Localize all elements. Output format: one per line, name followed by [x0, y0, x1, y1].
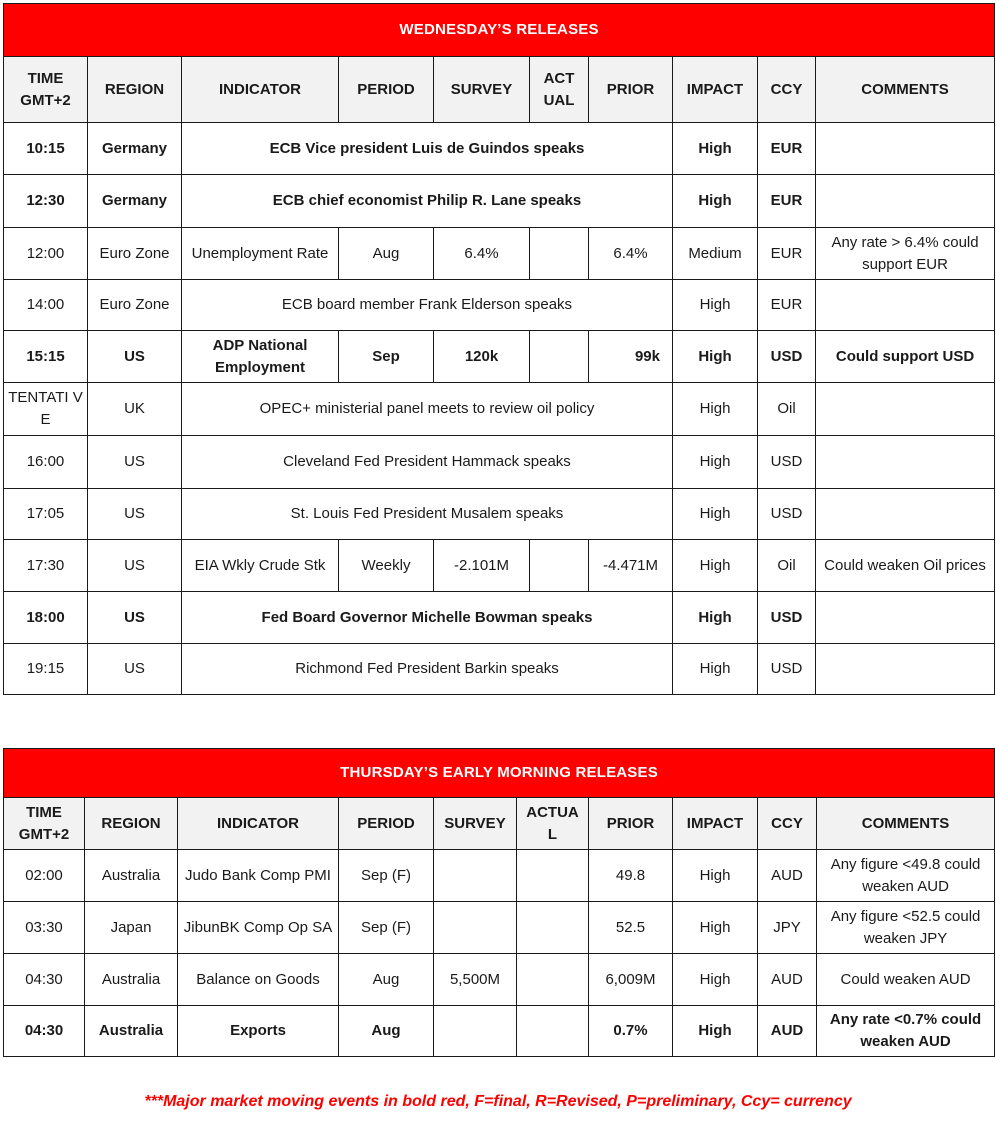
cell-prior: 52.5: [589, 902, 673, 954]
header-time: TIME GMT+2: [4, 798, 85, 850]
cell-event: Richmond Fed President Barkin speaks: [182, 644, 673, 695]
cell-time: 12:30: [4, 175, 88, 228]
cell-time: 03:30: [4, 902, 85, 954]
cell-comments: Any figure <52.5 could weaken JPY: [817, 902, 995, 954]
cell-period: Sep (F): [339, 902, 434, 954]
table-row: [4, 592, 995, 644]
cell-ccy: EUR: [758, 123, 816, 175]
cell-indicator: Judo Bank Comp PMI: [178, 850, 339, 902]
cell-event: Fed Board Governor Michelle Bowman speaks: [182, 592, 673, 644]
cell-event: Cleveland Fed President Hammack speaks: [182, 436, 673, 489]
cell-region: Euro Zone: [88, 228, 182, 280]
cell-period: Aug: [339, 1006, 434, 1057]
header-actual: ACT UAL: [530, 57, 589, 123]
cell-ccy: Oil: [758, 383, 816, 436]
header-ccy: CCY: [758, 57, 816, 123]
table-row: [4, 123, 995, 175]
table-row: [4, 175, 995, 228]
cell-region: UK: [88, 383, 182, 436]
cell-comments: [816, 489, 995, 540]
cell-survey: [434, 902, 517, 954]
table-row: [4, 383, 995, 436]
cell-actual: [530, 540, 589, 592]
cell-actual: [530, 228, 589, 280]
cell-period: Aug: [339, 954, 434, 1006]
cell-comments: Could support USD: [816, 331, 995, 383]
cell-time: 04:30: [4, 1006, 85, 1057]
cell-time: 04:30: [4, 954, 85, 1006]
header-region: REGION: [88, 57, 182, 123]
header-indicator: INDICATOR: [182, 57, 339, 123]
cell-region: US: [88, 592, 182, 644]
cell-time: 19:15: [4, 644, 88, 695]
header-comments: COMMENTS: [817, 798, 995, 850]
cell-time: 02:00: [4, 850, 85, 902]
table-row: [4, 489, 995, 540]
cell-ccy: EUR: [758, 280, 816, 331]
cell-time: 16:00: [4, 436, 88, 489]
cell-impact: Medium: [673, 228, 758, 280]
cell-ccy: EUR: [758, 175, 816, 228]
cell-region: US: [88, 436, 182, 489]
cell-time: 18:00: [4, 592, 88, 644]
cell-region: US: [88, 540, 182, 592]
table-row: [4, 850, 995, 902]
cell-comments: [816, 383, 995, 436]
cell-ccy: USD: [758, 592, 816, 644]
table-row: [4, 331, 995, 383]
cell-event: ECB chief economist Philip R. Lane speaks: [182, 175, 673, 228]
cell-ccy: USD: [758, 436, 816, 489]
thursday-releases-table: [3, 748, 995, 1057]
cell-impact: High: [673, 331, 758, 383]
cell-impact: High: [673, 1006, 758, 1057]
cell-actual: [517, 902, 589, 954]
cell-impact: High: [673, 175, 758, 228]
cell-actual: [517, 850, 589, 902]
cell-prior: 49.8: [589, 850, 673, 902]
header-actual: ACTUA L: [517, 798, 589, 850]
cell-time: 12:00: [4, 228, 88, 280]
cell-ccy: EUR: [758, 228, 816, 280]
footnote: ***Major market moving events in bold red, F=final, R=Revised, P=preliminary, Ccy= currency: [144, 1093, 852, 1110]
cell-impact: High: [673, 540, 758, 592]
cell-actual: [517, 954, 589, 1006]
cell-prior: 6,009M: [589, 954, 673, 1006]
cell-comments: [816, 436, 995, 489]
cell-comments: Any figure <49.8 could weaken AUD: [817, 850, 995, 902]
cell-impact: High: [673, 123, 758, 175]
cell-prior: -4.471M: [589, 540, 673, 592]
table-row: [4, 954, 995, 1006]
cell-impact: High: [673, 954, 758, 1006]
cell-comments: [816, 592, 995, 644]
cell-survey: [434, 1006, 517, 1057]
table-row: [4, 902, 995, 954]
header-impact: IMPACT: [673, 57, 758, 123]
cell-comments: [816, 175, 995, 228]
cell-time: 17:05: [4, 489, 88, 540]
cell-region: US: [88, 331, 182, 383]
cell-impact: High: [673, 436, 758, 489]
thursday-title: THURSDAY’S EARLY MORNING RELEASES: [4, 749, 995, 798]
cell-comments: Any rate <0.7% could weaken AUD: [817, 1006, 995, 1057]
cell-region: Australia: [85, 954, 178, 1006]
header-comments: COMMENTS: [816, 57, 995, 123]
cell-comments: Could weaken Oil prices: [816, 540, 995, 592]
header-indicator: INDICATOR: [178, 798, 339, 850]
cell-comments: [816, 644, 995, 695]
table-row: [4, 436, 995, 489]
cell-ccy: USD: [758, 489, 816, 540]
cell-comments: Any rate > 6.4% could support EUR: [816, 228, 995, 280]
header-prior: PRIOR: [589, 57, 673, 123]
cell-comments: [816, 123, 995, 175]
cell-comments: [816, 280, 995, 331]
cell-region: US: [88, 489, 182, 540]
cell-indicator: JibunBK Comp Op SA: [178, 902, 339, 954]
cell-time: TENTATI VE: [4, 383, 88, 436]
cell-period: Weekly: [339, 540, 434, 592]
cell-ccy: AUD: [758, 850, 817, 902]
table-row: [4, 280, 995, 331]
header-period: PERIOD: [339, 798, 434, 850]
cell-survey: -2.101M: [434, 540, 530, 592]
cell-indicator: Exports: [178, 1006, 339, 1057]
cell-ccy: AUD: [758, 954, 817, 1006]
cell-impact: High: [673, 592, 758, 644]
cell-region: Australia: [85, 1006, 178, 1057]
cell-time: 14:00: [4, 280, 88, 331]
header-survey: SURVEY: [434, 57, 530, 123]
cell-region: Japan: [85, 902, 178, 954]
header-region: REGION: [85, 798, 178, 850]
header-period: PERIOD: [339, 57, 434, 123]
cell-prior: 0.7%: [589, 1006, 673, 1057]
cell-event: OPEC+ ministerial panel meets to review oil policy: [182, 383, 673, 436]
cell-event: ECB board member Frank Elderson speaks: [182, 280, 673, 331]
cell-impact: High: [673, 383, 758, 436]
wednesday-title: WEDNESDAY’S RELEASES: [4, 4, 995, 57]
table-row: [4, 540, 995, 592]
header-time: TIME GMT+2: [4, 57, 88, 123]
cell-survey: [434, 850, 517, 902]
cell-region: US: [88, 644, 182, 695]
cell-ccy: AUD: [758, 1006, 817, 1057]
cell-prior: 99k: [589, 331, 673, 383]
header-prior: PRIOR: [589, 798, 673, 850]
cell-actual: [530, 331, 589, 383]
cell-region: Euro Zone: [88, 280, 182, 331]
cell-impact: High: [673, 280, 758, 331]
cell-comments: Could weaken AUD: [817, 954, 995, 1006]
cell-region: Australia: [85, 850, 178, 902]
cell-ccy: USD: [758, 644, 816, 695]
cell-impact: High: [673, 644, 758, 695]
header-ccy: CCY: [758, 798, 817, 850]
cell-impact: High: [673, 489, 758, 540]
cell-time: 15:15: [4, 331, 88, 383]
cell-impact: High: [673, 850, 758, 902]
cell-event: ECB Vice president Luis de Guindos speaks: [182, 123, 673, 175]
table-row: [4, 644, 995, 695]
cell-indicator: EIA Wkly Crude Stk: [182, 540, 339, 592]
cell-ccy: USD: [758, 331, 816, 383]
cell-region: Germany: [88, 123, 182, 175]
cell-prior: 6.4%: [589, 228, 673, 280]
cell-time: 10:15: [4, 123, 88, 175]
wednesday-releases-table: [3, 3, 995, 695]
cell-indicator: Unemployment Rate: [182, 228, 339, 280]
cell-ccy: JPY: [758, 902, 817, 954]
cell-survey: 120k: [434, 331, 530, 383]
cell-period: Sep: [339, 331, 434, 383]
cell-region: Germany: [88, 175, 182, 228]
cell-time: 17:30: [4, 540, 88, 592]
table-row: [4, 1006, 995, 1057]
cell-period: Sep (F): [339, 850, 434, 902]
cell-survey: 6.4%: [434, 228, 530, 280]
cell-indicator: Balance on Goods: [178, 954, 339, 1006]
cell-survey: 5,500M: [434, 954, 517, 1006]
table-row: [4, 228, 995, 280]
cell-ccy: Oil: [758, 540, 816, 592]
cell-impact: High: [673, 902, 758, 954]
cell-actual: [517, 1006, 589, 1057]
cell-period: Aug: [339, 228, 434, 280]
header-survey: SURVEY: [434, 798, 517, 850]
cell-event: St. Louis Fed President Musalem speaks: [182, 489, 673, 540]
cell-indicator: ADP National Employment: [182, 331, 339, 383]
header-impact: IMPACT: [673, 798, 758, 850]
